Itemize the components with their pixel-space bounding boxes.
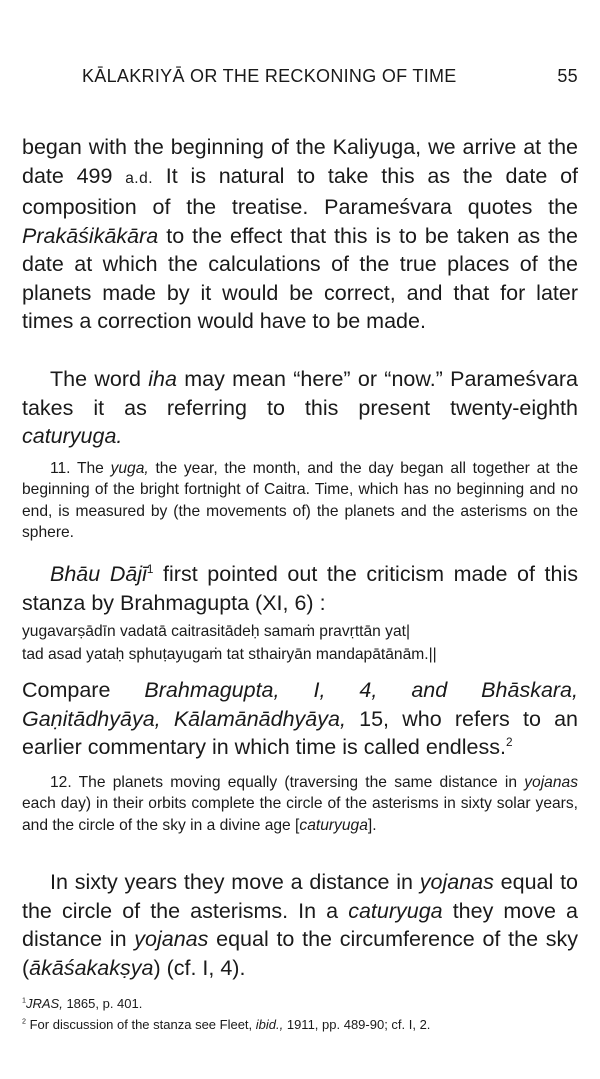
stanza-12: 12. The planets moving equally (traversing the same distance in yojanas each day) in their orbits complete the circle of the asterisms in sixty solar years, and the circle of the sky in a divine age [caturyuga]. xyxy=(22,774,578,834)
footnote-ref-2: 2 xyxy=(505,734,513,749)
paragraph-1: began with the beginning of the Kaliyuga, we arrive at the date 499 a.d. It is natural to take this as the date of composition of the treatise. Parameśvara quotes the Prakāśikākāra to the effect that this is to be taken as the date at which the calculations of the true places of the planets made by it would be correct, and that for later times a correction would have to be made. xyxy=(22,135,579,333)
paragraph-2: The word iha may mean “here” or “now.” Parameśvara takes it as referring to this present twenty-eighth caturyuga. xyxy=(22,367,578,448)
paragraph-4: Compare Brahmagupta, I, 4, and Bhāskara, Gaṇitādhyāya, Kālamānādhyāya, 15, who refers to an earlier commentary in which time is called endless.$^2$ xyxy=(22,678,578,759)
footnote-1: $^1$JRAS, 1865, p. 401. xyxy=(22,996,143,1011)
footnote-2: $^2$ For discussion of the stanza see Fleet, ibid., 1911, pp. 489-90; cf. I, 2. xyxy=(22,1017,431,1032)
verse-line-1: yugavarṣādīn vadatā caitrasitādeḥ samaṁ pravṛttān yat| xyxy=(22,623,411,640)
era-abbreviation: a.d. xyxy=(125,169,154,187)
page-number: 55 xyxy=(557,66,578,86)
paragraph-3: Bhāu Dājī$^1$ first pointed out the criticism made of this stanza by Brahmagupta (XI, 6) : xyxy=(22,561,578,615)
paragraph-5: In sixty years they move a distance in yojanas equal to the circle of the asterisms. In a caturyuga they move a distance in yojanas equal to the circumference of the sky (ākāśakakṣya) (cf. I, 4). xyxy=(22,870,578,980)
verse-line-2: tad asad yataḥ sphuṭayugaṁ tat sthairyān mandapātānām.|| xyxy=(22,646,437,663)
running-head-title: KĀLAKRIYĀ OR THE RECKONING OF TIME xyxy=(82,66,457,86)
footnote-ref-1: 1 xyxy=(146,561,154,576)
stanza-11: 11. The yuga, the year, the month, and the day began all together at the beginning of the bright fortnight of Caitra. Time, which has no beginning and no end, is measured by (the movements of) the planets and the asterisms on the sphere. xyxy=(22,460,579,541)
